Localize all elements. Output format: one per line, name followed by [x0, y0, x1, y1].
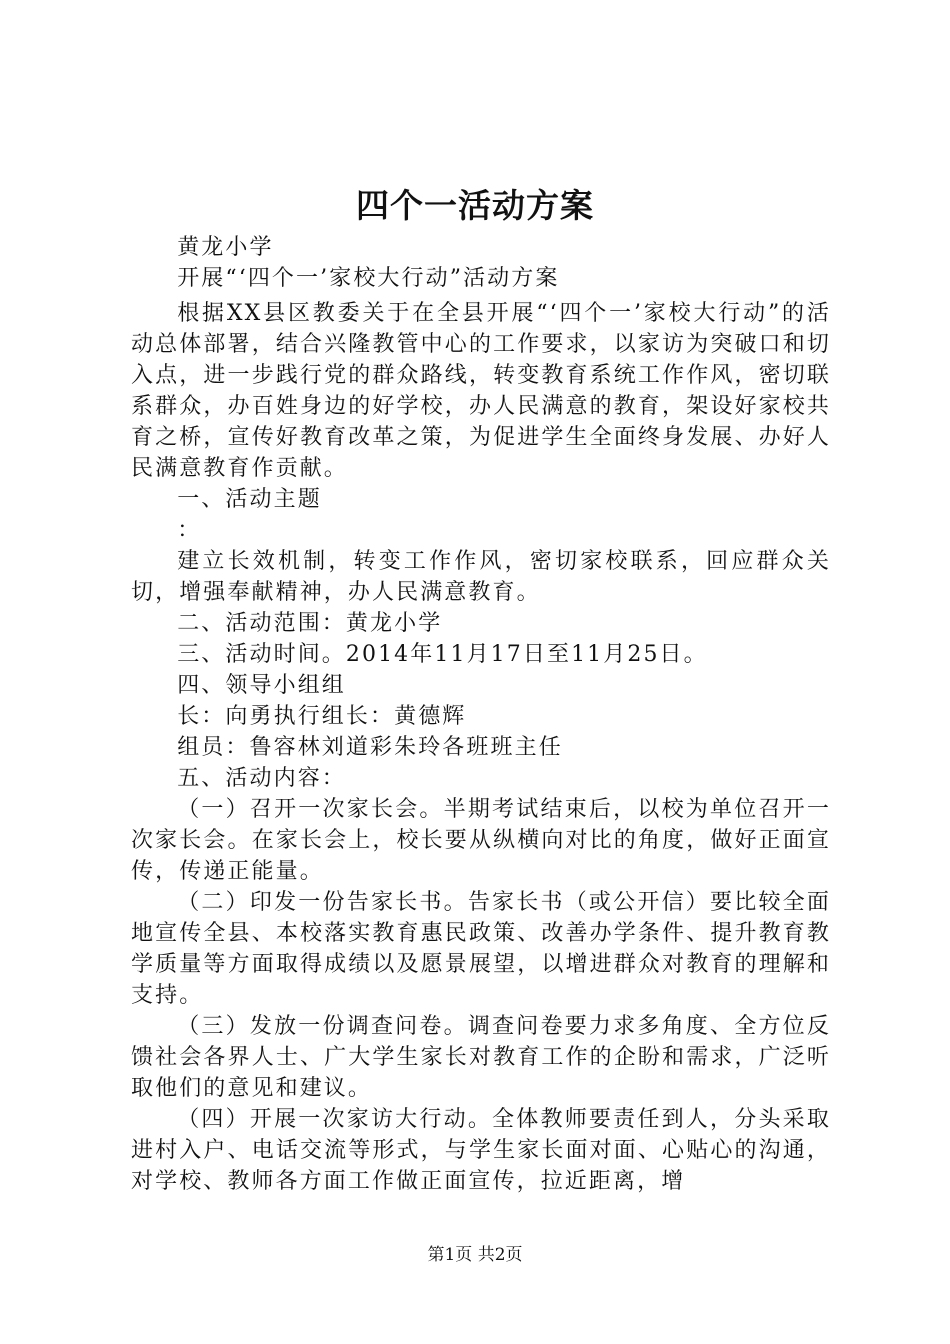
- intro-paragraph: 根据XX县区教委关于在全县开展“‘四个一’家校大行动”的活动总体部署，结合兴隆教管中心的工作要求，以家访为突破口和切入点，进一步践行党的群众路线，转变教育系统工作作风，密切联系群众，办百姓身边的好学校，办人民满意的教育，架设好家校共育之桥，宣传好教育改革之策，为促进学生全面终身发展、办好人民满意教育作贡献。: [131, 301, 831, 481]
- document-body: [131, 232, 831, 1197]
- page-footer: 第1页 共2页: [427, 1245, 523, 1265]
- school-name: 黄龙小学: [177, 235, 274, 260]
- content-item-4: （四）开展一次家访大行动。全体教师要责任到人，分头采取进村入户、电话交流等形式，与学生家长面对面、心贴心的沟通，对学校、教师各方面工作做正面宣传，拉近距离，增: [131, 1107, 831, 1194]
- leadership-leaders: 长：向勇执行组长：黄德辉: [177, 704, 467, 729]
- page-title: 四个一活动方案: [356, 186, 594, 225]
- section-heading-leadership: 四、领导小组组: [177, 673, 346, 698]
- theme-colon: ：: [177, 518, 202, 543]
- section-heading-content: 五、活动内容：: [177, 766, 346, 791]
- leadership-members: 组员：鲁容林刘道彩朱玲各班班主任: [177, 735, 563, 760]
- section-heading-time: 三、活动时间。2014年11月17日至11月25日。: [177, 642, 708, 667]
- plan-subtitle: 开展“‘四个一’家校大行动”活动方案: [177, 266, 560, 291]
- content-item-1: （一）召开一次家长会。半期考试结束后，以校为单位召开一次家长会。在家长会上，校长要从纵横向对比的角度，做好正面宣传，传递正能量。: [131, 797, 831, 884]
- content-item-2: （二）印发一份告家长书。告家长书（或公开信）要比较全面地宣传全县、本校落实教育惠民政策、改善办学条件、提升教育教学质量等方面取得成绩以及愿景展望，以增进群众对教育的理解和支持。: [131, 890, 831, 1008]
- section-heading-theme: 一、活动主题: [177, 487, 322, 512]
- theme-paragraph: 建立长效机制，转变工作作风，密切家校联系，回应群众关切，增强奉献精神，办人民满意教育。: [131, 549, 831, 605]
- section-heading-scope: 二、活动范围：黄龙小学: [177, 611, 443, 636]
- content-item-3: （三）发放一份调查问卷。调查问卷要力求多角度、全方位反馈社会各界人士、广大学生家长对教育工作的企盼和需求，广泛听取他们的意见和建议。: [131, 1014, 831, 1101]
